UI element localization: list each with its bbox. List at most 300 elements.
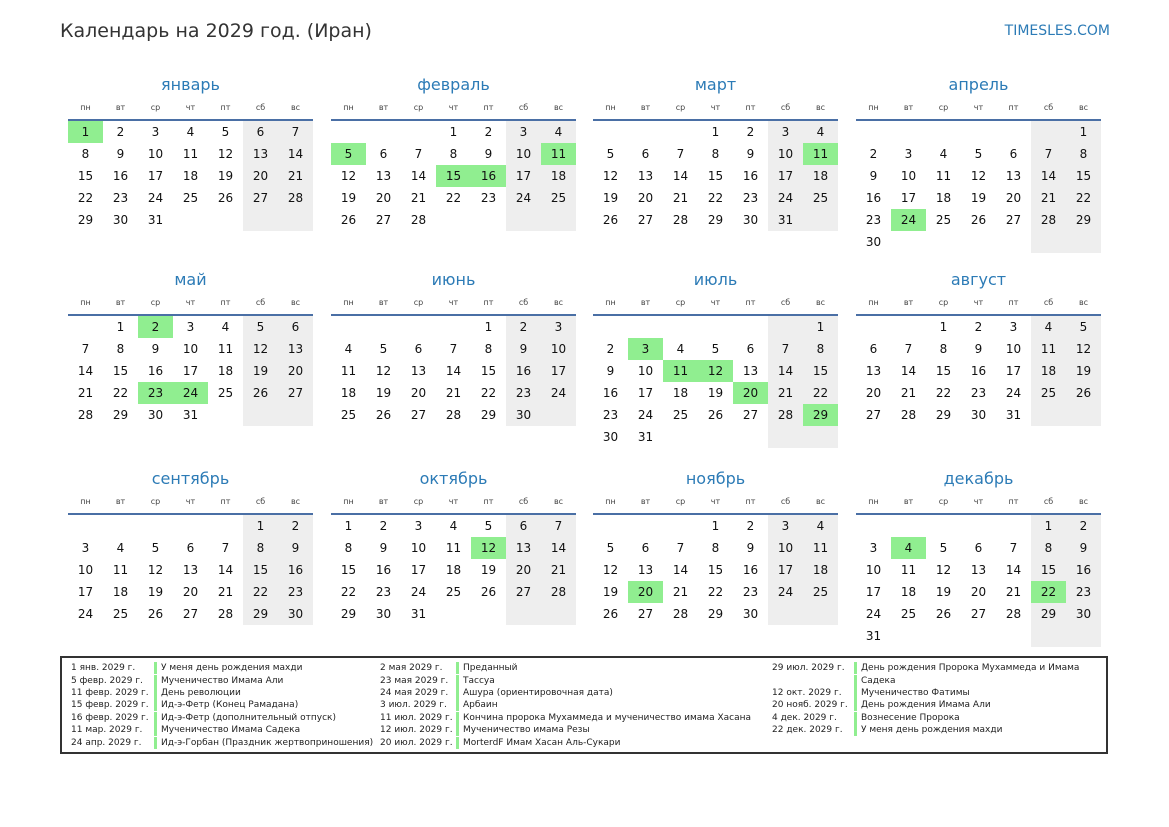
- weekday-header: пн: [856, 97, 891, 121]
- day-cell: 7: [768, 338, 803, 360]
- day-cell: 2: [869, 147, 878, 161]
- empty-day-cell: [996, 515, 1031, 537]
- day-cell: 18: [803, 165, 838, 187]
- day-cell: 7: [414, 147, 423, 161]
- day-cell: 31: [1005, 408, 1022, 422]
- day-cell: 13: [865, 364, 882, 378]
- weekday-header: чт: [698, 292, 733, 316]
- empty-day-cell: [698, 426, 733, 448]
- day-cell: 5: [711, 342, 720, 356]
- day-cell: 22: [707, 191, 724, 205]
- day-cell: 11: [182, 147, 199, 161]
- day-cell: 2: [746, 125, 755, 139]
- day-cell: 19: [707, 386, 724, 400]
- day-cell: 29: [243, 603, 278, 625]
- legend-holiday-name: Арбаин: [463, 700, 498, 711]
- day-cell: 10: [768, 537, 803, 559]
- weekday-header: чт: [436, 491, 471, 515]
- day-cell: 5: [974, 147, 983, 161]
- day-cell: 20: [506, 559, 541, 581]
- legend-color-bar: [854, 712, 857, 724]
- legend-item: [380, 662, 751, 674]
- day-cell: 21: [672, 191, 689, 205]
- empty-day-cell: [663, 515, 698, 537]
- day-cell: 4: [344, 342, 353, 356]
- legend-holiday-name: Ид-э-Горбан (Праздник жертвоприношения): [161, 737, 374, 748]
- weekday-header: пт: [471, 97, 506, 121]
- day-cell: 18: [1031, 360, 1066, 382]
- day-cell: 9: [116, 147, 125, 161]
- day-cell: 20: [278, 360, 313, 382]
- legend-item: [772, 674, 1079, 686]
- day-cell: 7: [676, 147, 685, 161]
- day-cell: 19: [602, 585, 619, 599]
- empty-day-cell: [926, 231, 961, 253]
- day-cell: 8: [484, 342, 493, 356]
- day-cell: 18: [182, 169, 199, 183]
- day-cell: 6: [641, 147, 650, 161]
- day-cell: 17: [768, 559, 803, 581]
- legend-color-bar: [154, 662, 157, 674]
- weekday-header: ср: [138, 292, 173, 316]
- day-cell: 21: [541, 559, 576, 581]
- day-cell: 9: [484, 147, 493, 161]
- day-cell: 29: [1066, 209, 1101, 231]
- weekday-header: чт: [961, 292, 996, 316]
- day-cell: 5: [221, 125, 230, 139]
- day-cell: 31: [865, 629, 882, 643]
- day-cell: 24: [410, 585, 427, 599]
- day-cell: 3: [869, 541, 878, 555]
- day-cell: 14: [672, 563, 689, 577]
- legend-date: 20 июл. 2029 г.: [380, 737, 453, 748]
- legend-holiday-name: Ид-э-Фетр (дополнительный отпуск): [161, 712, 336, 723]
- day-cell: 16: [506, 360, 541, 382]
- empty-day-cell: [541, 603, 576, 625]
- day-cell: 29: [340, 607, 357, 621]
- empty-day-cell: [628, 316, 663, 338]
- day-cell: 20: [243, 165, 278, 187]
- legend-item: [71, 699, 373, 711]
- day-cell: 17: [1005, 364, 1022, 378]
- day-cell: 30: [742, 607, 759, 621]
- day-cell: 31: [768, 209, 803, 231]
- day-cell: 31: [637, 430, 654, 444]
- day-cell: 21: [410, 191, 427, 205]
- weekday-header: пт: [733, 292, 768, 316]
- weekday-header: сб: [243, 292, 278, 316]
- day-cell: 10: [147, 147, 164, 161]
- day-cell: 23: [506, 382, 541, 404]
- day-cell: 11: [935, 169, 952, 183]
- day-cell: 9: [506, 338, 541, 360]
- day-cell: 23: [602, 408, 619, 422]
- month-block: [593, 467, 838, 625]
- day-cell: 24: [768, 187, 803, 209]
- month-days-grid: [593, 491, 838, 625]
- weekday-header: вс: [541, 292, 576, 316]
- weekday-header: вс: [278, 491, 313, 515]
- day-cell: 17: [410, 563, 427, 577]
- weekday-header: чт: [173, 491, 208, 515]
- weekday-header: пн: [593, 491, 628, 515]
- day-cell: 30: [112, 213, 129, 227]
- month-name: октябрь: [419, 469, 488, 488]
- weekday-header: ср: [926, 292, 961, 316]
- weekday-header: пн: [331, 97, 366, 121]
- legend-holiday-name: Мученичество имама Резы: [463, 725, 590, 736]
- legend-date: 12 июл. 2029 г.: [380, 725, 453, 736]
- day-cell: 26: [935, 607, 952, 621]
- month-name: май: [174, 270, 207, 289]
- day-cell: 9: [746, 147, 755, 161]
- legend-item: [772, 712, 1079, 724]
- legend-date: 16 февр. 2029 г.: [71, 712, 149, 723]
- legend-holiday-name: MorterdF Имам Хасан Аль-Сукари: [463, 737, 621, 748]
- day-cell: 14: [768, 360, 803, 382]
- weekday-header: сб: [1031, 292, 1066, 316]
- empty-day-cell: [208, 404, 243, 426]
- day-cell: 16: [970, 364, 987, 378]
- day-cell: 26: [340, 213, 357, 227]
- day-cell: 21: [768, 382, 803, 404]
- day-cell: 27: [865, 408, 882, 422]
- day-cell: 21: [217, 585, 234, 599]
- weekday-header: пн: [856, 491, 891, 515]
- day-cell: 2: [379, 519, 388, 533]
- day-cell: 25: [900, 607, 917, 621]
- empty-day-cell: [593, 515, 628, 537]
- day-cell: 29: [77, 213, 94, 227]
- day-cell: 9: [1066, 537, 1101, 559]
- weekday-header: ср: [663, 292, 698, 316]
- day-cell: 25: [340, 408, 357, 422]
- day-cell: 23: [375, 585, 392, 599]
- day-cell: 4: [1031, 316, 1066, 338]
- holiday-day-cell: 15: [436, 165, 471, 187]
- day-cell: 1: [711, 519, 720, 533]
- day-cell: 18: [672, 386, 689, 400]
- weekday-header: вс: [1066, 491, 1101, 515]
- legend-item: [380, 736, 751, 748]
- day-cell: 29: [112, 408, 129, 422]
- day-cell: 4: [541, 121, 576, 143]
- day-cell: 19: [935, 585, 952, 599]
- day-cell: 1: [344, 519, 353, 533]
- day-cell: 12: [1066, 338, 1101, 360]
- day-cell: 19: [602, 191, 619, 205]
- weekday-header: пт: [208, 491, 243, 515]
- day-cell: 4: [116, 541, 125, 555]
- day-cell: 13: [506, 537, 541, 559]
- day-cell: 20: [865, 386, 882, 400]
- day-cell: 25: [112, 607, 129, 621]
- empty-day-cell: [541, 209, 576, 231]
- day-cell: 7: [676, 541, 685, 555]
- weekday-header: вт: [891, 292, 926, 316]
- legend-holiday-name: Вознесение Пророка: [861, 712, 960, 723]
- legend-item: [71, 736, 373, 748]
- legend-holiday-name: Ашура (ориентировочная дата): [463, 687, 613, 698]
- day-cell: 8: [449, 147, 458, 161]
- empty-day-cell: [891, 625, 926, 647]
- day-cell: 21: [445, 386, 462, 400]
- day-cell: 26: [602, 213, 619, 227]
- day-cell: 13: [182, 563, 199, 577]
- day-cell: 6: [746, 342, 755, 356]
- day-cell: 25: [217, 386, 234, 400]
- holiday-day-cell: 4: [891, 537, 926, 559]
- day-cell: 10: [865, 563, 882, 577]
- day-cell: 21: [1005, 585, 1022, 599]
- day-cell: 17: [900, 191, 917, 205]
- day-cell: 30: [147, 408, 164, 422]
- empty-day-cell: [278, 404, 313, 426]
- month-block: [856, 268, 1101, 426]
- day-cell: 15: [340, 563, 357, 577]
- holiday-day-cell: 23: [138, 382, 173, 404]
- weekday-header: чт: [698, 97, 733, 121]
- legend-date: 29 июл. 2029 г.: [772, 663, 845, 674]
- day-cell: 1: [1031, 515, 1066, 537]
- day-cell: 13: [742, 364, 759, 378]
- empty-day-cell: [961, 515, 996, 537]
- day-cell: 6: [1009, 147, 1018, 161]
- day-cell: 13: [375, 169, 392, 183]
- legend-color-bar: [456, 699, 459, 711]
- legend-color-bar: [854, 724, 857, 736]
- holiday-legend: [60, 656, 1108, 754]
- day-cell: 19: [375, 386, 392, 400]
- weekday-header: пт: [733, 491, 768, 515]
- legend-item: [71, 687, 373, 699]
- legend-holiday-name: Кончина пророка Мухаммеда и мученичество имама Хасана: [463, 712, 751, 723]
- empty-day-cell: [1066, 625, 1101, 647]
- day-cell: 11: [803, 537, 838, 559]
- day-cell: 17: [865, 585, 882, 599]
- empty-day-cell: [208, 209, 243, 231]
- day-cell: 20: [182, 585, 199, 599]
- legend-holiday-name: Преданный: [463, 663, 518, 674]
- holiday-day-cell: 11: [663, 360, 698, 382]
- day-cell: 3: [81, 541, 90, 555]
- day-cell: 23: [742, 585, 759, 599]
- month-block: [68, 73, 313, 231]
- empty-day-cell: [961, 121, 996, 143]
- day-cell: 16: [278, 559, 313, 581]
- day-cell: 5: [606, 541, 615, 555]
- legend-color-bar: [456, 737, 459, 749]
- month-days-grid: [593, 292, 838, 448]
- day-cell: 27: [182, 607, 199, 621]
- day-cell: 1: [711, 125, 720, 139]
- day-cell: 16: [865, 191, 882, 205]
- day-cell: 6: [186, 541, 195, 555]
- weekday-header: сб: [243, 97, 278, 121]
- legend-holiday-name: Садека: [861, 675, 896, 686]
- day-cell: 26: [147, 607, 164, 621]
- day-cell: 14: [77, 364, 94, 378]
- month-name: март: [694, 75, 737, 94]
- holiday-day-cell: 3: [628, 338, 663, 360]
- weekday-header: вт: [628, 491, 663, 515]
- day-cell: 27: [410, 408, 427, 422]
- empty-day-cell: [436, 316, 471, 338]
- weekday-header: пт: [996, 97, 1031, 121]
- page-title: Календарь на 2029 год. (Иран): [60, 20, 372, 42]
- weekday-header: сб: [768, 491, 803, 515]
- day-cell: 3: [768, 515, 803, 537]
- empty-day-cell: [593, 121, 628, 143]
- day-cell: 7: [904, 342, 913, 356]
- day-cell: 30: [970, 408, 987, 422]
- empty-day-cell: [996, 625, 1031, 647]
- day-cell: 25: [803, 581, 838, 603]
- weekday-header: пн: [593, 292, 628, 316]
- weekday-header: сб: [506, 97, 541, 121]
- day-cell: 25: [182, 191, 199, 205]
- month-days-grid: [331, 292, 576, 426]
- day-cell: 12: [935, 563, 952, 577]
- day-cell: 24: [865, 607, 882, 621]
- day-cell: 2: [1066, 515, 1101, 537]
- day-cell: 17: [541, 360, 576, 382]
- day-cell: 23: [480, 191, 497, 205]
- legend-date: 20 нояб. 2029 г.: [772, 700, 848, 711]
- day-cell: 7: [541, 515, 576, 537]
- holiday-day-cell: 24: [173, 382, 208, 404]
- day-cell: 12: [147, 563, 164, 577]
- day-cell: 25: [1031, 382, 1066, 404]
- legend-item: [380, 724, 751, 736]
- weekday-header: ср: [663, 491, 698, 515]
- empty-day-cell: [856, 121, 891, 143]
- month-block: [331, 268, 576, 426]
- month-days-grid: [856, 491, 1101, 647]
- day-cell: 10: [77, 563, 94, 577]
- weekday-header: чт: [436, 97, 471, 121]
- weekday-header: ср: [401, 491, 436, 515]
- day-cell: 24: [1005, 386, 1022, 400]
- day-cell: 15: [935, 364, 952, 378]
- day-cell: 1: [449, 125, 458, 139]
- month-name: июнь: [431, 270, 476, 289]
- day-cell: 5: [484, 519, 493, 533]
- day-cell: 4: [676, 342, 685, 356]
- day-cell: 22: [445, 191, 462, 205]
- legend-item: [772, 699, 1079, 711]
- weekday-header: пн: [331, 292, 366, 316]
- legend-color-bar: [154, 737, 157, 749]
- day-cell: 28: [217, 607, 234, 621]
- day-cell: 10: [1005, 342, 1022, 356]
- day-cell: 30: [865, 235, 882, 249]
- empty-day-cell: [733, 316, 768, 338]
- day-cell: 18: [803, 559, 838, 581]
- legend-item: [71, 662, 373, 674]
- weekday-header: чт: [698, 491, 733, 515]
- legend-color-bar: [154, 712, 157, 724]
- holiday-day-cell: 29: [803, 404, 838, 426]
- weekday-header: чт: [173, 97, 208, 121]
- day-cell: 24: [768, 581, 803, 603]
- day-cell: 30: [506, 404, 541, 426]
- day-cell: 12: [970, 169, 987, 183]
- weekday-header: чт: [961, 491, 996, 515]
- day-cell: 23: [865, 213, 882, 227]
- weekday-header: вс: [278, 97, 313, 121]
- empty-day-cell: [961, 231, 996, 253]
- month-days-grid: [856, 97, 1101, 253]
- day-cell: 28: [672, 213, 689, 227]
- month-block: [331, 467, 576, 625]
- legend-holiday-name: Мученичество Имама Али: [161, 675, 284, 686]
- weekday-header: пт: [471, 491, 506, 515]
- day-cell: 17: [637, 386, 654, 400]
- day-cell: 21: [1031, 187, 1066, 209]
- empty-day-cell: [436, 209, 471, 231]
- empty-day-cell: [593, 316, 628, 338]
- empty-day-cell: [366, 121, 401, 143]
- legend-color-bar: [456, 687, 459, 699]
- legend-holiday-name: У меня день рождения махди: [161, 663, 303, 674]
- day-cell: 18: [112, 585, 129, 599]
- day-cell: 16: [147, 364, 164, 378]
- day-cell: 8: [344, 541, 353, 555]
- month-block: [68, 268, 313, 426]
- day-cell: 7: [1031, 143, 1066, 165]
- empty-day-cell: [506, 209, 541, 231]
- weekday-header: сб: [243, 491, 278, 515]
- site-link[interactable]: TIMESLES.COM: [1004, 23, 1110, 39]
- day-cell: 14: [1031, 165, 1066, 187]
- day-cell: 4: [803, 121, 838, 143]
- month-name: декабрь: [943, 469, 1014, 488]
- day-cell: 24: [147, 191, 164, 205]
- month-days-grid: [593, 97, 838, 231]
- weekday-header: сб: [506, 292, 541, 316]
- holiday-day-cell: 16: [471, 165, 506, 187]
- weekday-header: пт: [208, 97, 243, 121]
- legend-item: [71, 712, 373, 724]
- day-cell: 5: [151, 541, 160, 555]
- day-cell: 20: [637, 191, 654, 205]
- day-cell: 28: [1031, 209, 1066, 231]
- weekday-header: вт: [103, 491, 138, 515]
- weekday-header: чт: [436, 292, 471, 316]
- empty-day-cell: [768, 603, 803, 625]
- day-cell: 9: [746, 541, 755, 555]
- day-cell: 23: [278, 581, 313, 603]
- weekday-header: ср: [926, 491, 961, 515]
- empty-day-cell: [891, 231, 926, 253]
- empty-day-cell: [768, 426, 803, 448]
- day-cell: 1: [116, 320, 125, 334]
- empty-day-cell: [961, 625, 996, 647]
- legend-item: [380, 674, 751, 686]
- day-cell: 15: [707, 563, 724, 577]
- month-block: [331, 73, 576, 231]
- empty-day-cell: [138, 515, 173, 537]
- weekday-header: пн: [68, 491, 103, 515]
- day-cell: 14: [541, 537, 576, 559]
- month-name: январь: [161, 75, 220, 94]
- day-cell: 3: [186, 320, 195, 334]
- day-cell: 21: [672, 585, 689, 599]
- legend-item: [380, 712, 751, 724]
- day-cell: 20: [375, 191, 392, 205]
- empty-day-cell: [891, 515, 926, 537]
